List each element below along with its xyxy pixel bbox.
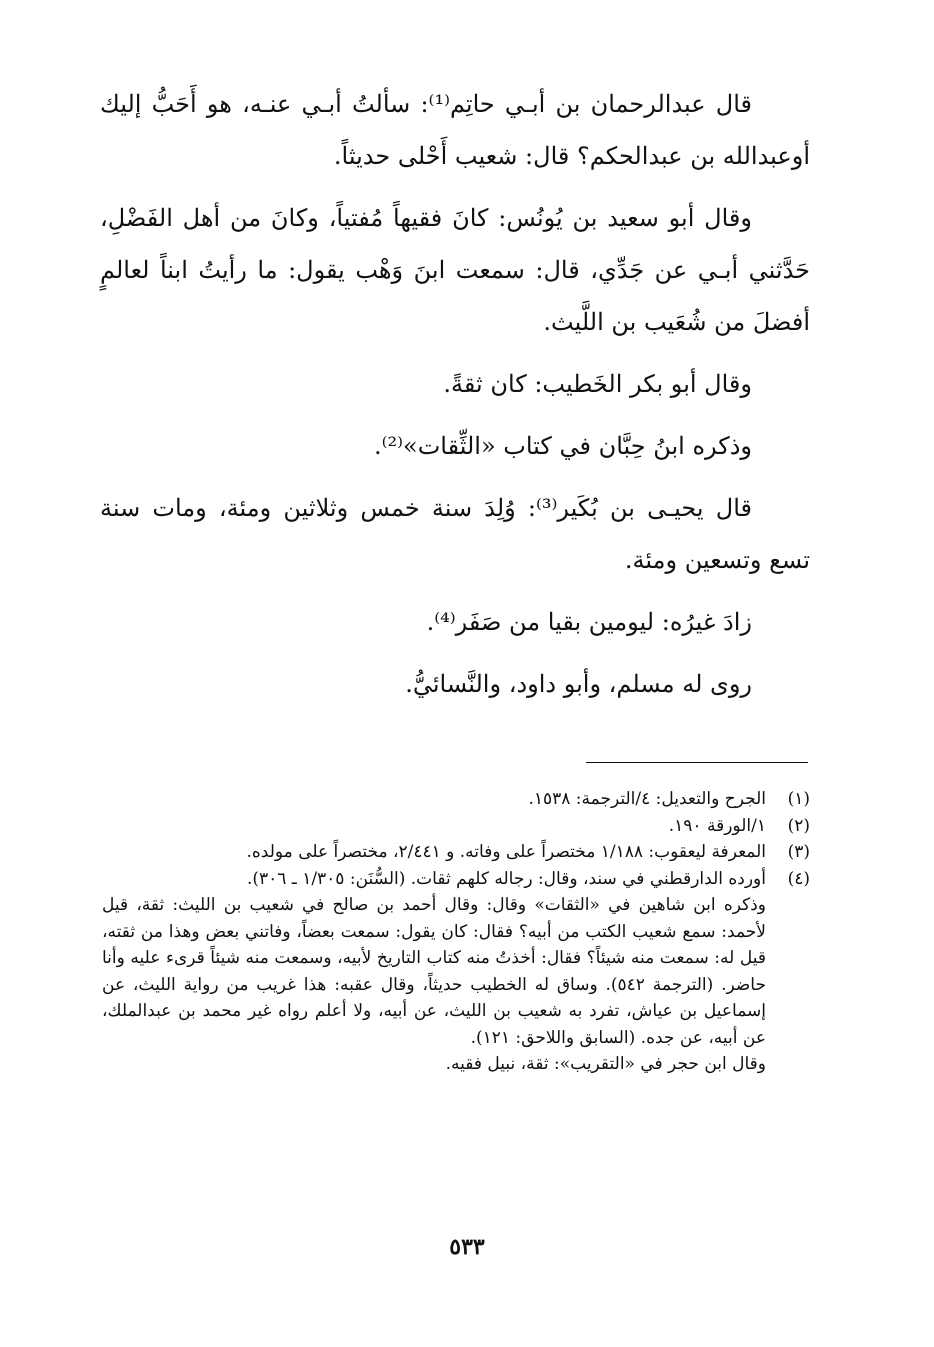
paragraph-narrators: روى له مسلم، وأبو داود، والنَّسائيُّ. (405, 670, 752, 698)
footnote-text: ١/الورقة ١٩٠. (668, 815, 766, 836)
footnote-4 (102, 866, 810, 893)
paragraph-ibn-hibban: وذكره ابنُ حِبَّان في كتاب «الثِّقات»⁽²⁾. (373, 432, 752, 460)
footnote-number: (٢) (787, 815, 810, 836)
footnote-number: (١) (787, 789, 810, 809)
page-number: ٥٣٣ (449, 1234, 485, 1260)
paragraph-ibn-yunus: وقال أبو سعيد بن يُونُس: كانَ فقيهاً مُفتياً، وكانَ من أهل الفَضْلِ، حَدَّثني أبـي عن جَدِّي، قال: سمعت ابنَ وَهْب يقول: ما رأيتُ ابناً لعالمٍ أفضلَ من شُعَيب بن اللَّيث. (100, 204, 810, 336)
footnote-number: (٣) (787, 842, 810, 862)
footnote-4-continuation: وذكره ابن شاهين في «الثقات» وقال: وقال أحمد بن صالح في شعيب بن الليث: ثقة، قيل لأحمد: سمع شعيب الكتب من أبيه؟ فقال: كان يقول: سمعت بعضاً، وفاتني بعض وهذا من ثقته، قيل له: سمعت منه شيئاً؟ فقال: أخذتُ منه كتاب التاريخ لأبيه، وسمعت منه شيئاً قرىء عليه وأنا حاضر. (الترجمة ٥٤٢). وساق له الخطيب حديثاً، وقال عقبه: هذا غريب من رواية الليث، عن إسماعيل بن عياش، تفرد به شعيب بن الليث، عن أبيه، ولا أعلم رواه غير محمد بن عبدالملك، عن أبيه، عن جده. (السابق واللاحق: ١٢١). (102, 895, 766, 1048)
footnote-4-ibn-hajar: وقال ابن حجر في «التقريب»: ثقة، نبيل فقيه. (445, 1054, 766, 1074)
footnote-text: الجرح والتعديل: ٤/الترجمة: ١٥٣٨. (528, 789, 766, 809)
paragraph-zada-ghayruh: زادَ غيرُه: ليومين بقيا من صَفَر⁽⁴⁾. (426, 608, 752, 636)
paragraph-ibn-abi-hatim: قال عبدالرحمان بن أبـي حاتِم⁽¹⁾: سألتُ أبـي عنـه، هو أَحَبُّ إليك أوعبدالله بن عبدالحكم؟ قال: شعيب أَحْلى حديثاً. (100, 90, 810, 170)
main-text (100, 78, 810, 710)
footnotes (102, 786, 810, 1078)
footnote-1 (102, 786, 810, 813)
footnote-text: أورده الدارقطني في سند، وقال: رجاله كلهم ثقات. (السُّنَن: ١/٣٠٥ ـ ٣٠٦). (246, 868, 766, 889)
footnote-divider (586, 762, 808, 763)
paragraph-yahya-bin-bukayr: قال يحيـى بن بُكَير⁽³⁾: وُلِدَ سنة خمس وثلاثين ومئة، ومات سنة تسع وتسعين ومئة. (100, 494, 810, 574)
footnote-3 (102, 839, 810, 866)
paragraph-al-khatib: وقال أبو بكر الخَطيب: كان ثقةً. (443, 370, 752, 398)
footnote-number: (٤) (787, 868, 810, 889)
footnote-2 (102, 813, 810, 840)
footnote-text: المعرفة ليعقوب: ١/١٨٨ مختصراً على وفاته. و ٢/٤٤١، مختصراً على مولده. (246, 842, 766, 862)
